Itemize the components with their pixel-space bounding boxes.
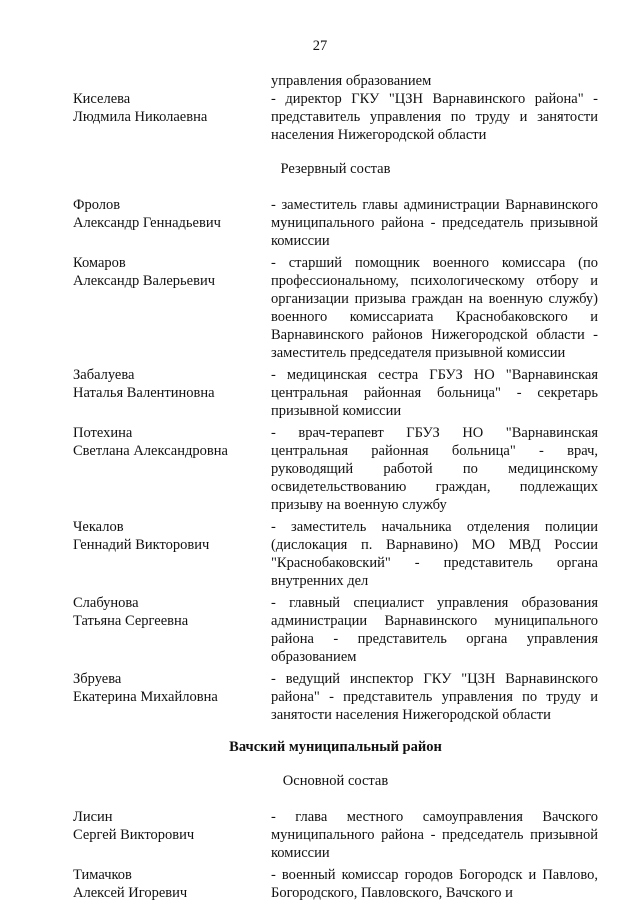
member-position: - заместитель начальника отделения полиции (дислокация п. Варнавино) МО МВД России "Краснобаковский" - представитель органа внутренних дел — [271, 519, 598, 589]
member-entry — [73, 594, 598, 666]
member-position: - врач-терапевт ГБУЗ НО "Варнавинская центральная районная больница" - врач, руководящий работой по медицинскому освидетельствованию граждан, подлежащих призыву на военную службу — [271, 425, 598, 513]
member-name — [73, 196, 271, 250]
member-entry — [73, 366, 598, 420]
member-position: - ведущий инспектор ГКУ "ЦЗН Варнавинского района" - представитель управления по труду и занятости населения Нижегородской области — [271, 671, 598, 723]
member-position-text: - директор ГКУ "ЦЗН Варнавинского района" - представитель управления по труду и занятости населения Нижегородской области — [271, 91, 598, 143]
page-number: 27 — [312, 38, 328, 54]
member-entry — [73, 670, 598, 724]
member-surname: Чекалов — [73, 519, 124, 535]
member-name — [73, 866, 271, 902]
member-position — [271, 72, 598, 144]
member-position: - главный специалист управления образования администрации Варнавинского муниципального района - представитель органа управления образованием — [271, 595, 598, 665]
reserve-list — [73, 196, 598, 724]
member-surname: Комаров — [73, 255, 126, 271]
member-entry-kiseleva — [73, 72, 598, 144]
member-surname: Тимачков — [73, 867, 132, 883]
member-surname: Збруева — [73, 671, 122, 687]
member-surname: Слабунова — [73, 595, 139, 611]
member-given-name: Сергей Викторович — [73, 827, 195, 843]
district-title: Вачский муниципальный район — [229, 739, 442, 755]
member-given-name: Александр Геннадьевич — [73, 215, 221, 231]
member-entry — [73, 424, 598, 514]
member-given-name: Татьяна Сергеевна — [73, 613, 189, 629]
member-name — [73, 670, 271, 724]
member-entry — [73, 866, 598, 902]
member-surname: Киселева — [73, 91, 131, 107]
member-given-name: Светлана Александровна — [73, 443, 228, 459]
section-main-heading: Основной состав — [282, 773, 389, 789]
section-reserve-heading: Резервный состав — [280, 161, 391, 177]
member-name — [73, 424, 271, 514]
member-given-name: Алексей Игоревич — [73, 885, 188, 901]
member-surname: Лисин — [73, 809, 113, 825]
member-entry — [73, 518, 598, 590]
member-surname: Забалуева — [73, 367, 135, 383]
member-position: - глава местного самоуправления Вачского муниципального района - председатель призывной комиссии — [271, 809, 598, 861]
member-given-name: Александр Валерьевич — [73, 273, 215, 289]
member-position: - медицинская сестра ГБУЗ НО "Варнавинская центральная районная больница" - секретарь призывной комиссии — [271, 367, 598, 419]
member-position: - старший помощник военного комиссара (по профессиональному, психологическому отбору и организации призыва граждан на военную службу) военного комиссариата Краснобаковского и Варнавинского районов Нижегородской области - заместитель председателя призывной комиссии — [271, 255, 598, 361]
member-name — [73, 254, 271, 362]
continuation-text: управления образованием — [271, 73, 432, 89]
member-position: - заместитель главы администрации Варнавинского муниципального района - председатель призывной комиссии — [271, 197, 598, 249]
member-name — [73, 594, 271, 666]
member-name — [73, 72, 271, 144]
member-given-name: Людмила Николаевна — [73, 109, 208, 125]
member-entry — [73, 196, 598, 250]
member-position: - военный комиссар городов Богородск и Павлово, Богородского, Павловского, Вачского и — [271, 867, 598, 901]
member-surname: Потехина — [73, 425, 133, 441]
member-entry — [73, 254, 598, 362]
member-given-name: Геннадий Викторович — [73, 537, 210, 553]
member-name — [73, 808, 271, 862]
member-surname: Фролов — [73, 197, 121, 213]
member-name — [73, 518, 271, 590]
document-body — [73, 72, 598, 906]
member-given-name: Наталья Валентиновна — [73, 385, 215, 401]
member-entry — [73, 808, 598, 862]
member-name — [73, 366, 271, 420]
main-list — [73, 808, 598, 902]
member-given-name: Екатерина Михайловна — [73, 689, 218, 705]
